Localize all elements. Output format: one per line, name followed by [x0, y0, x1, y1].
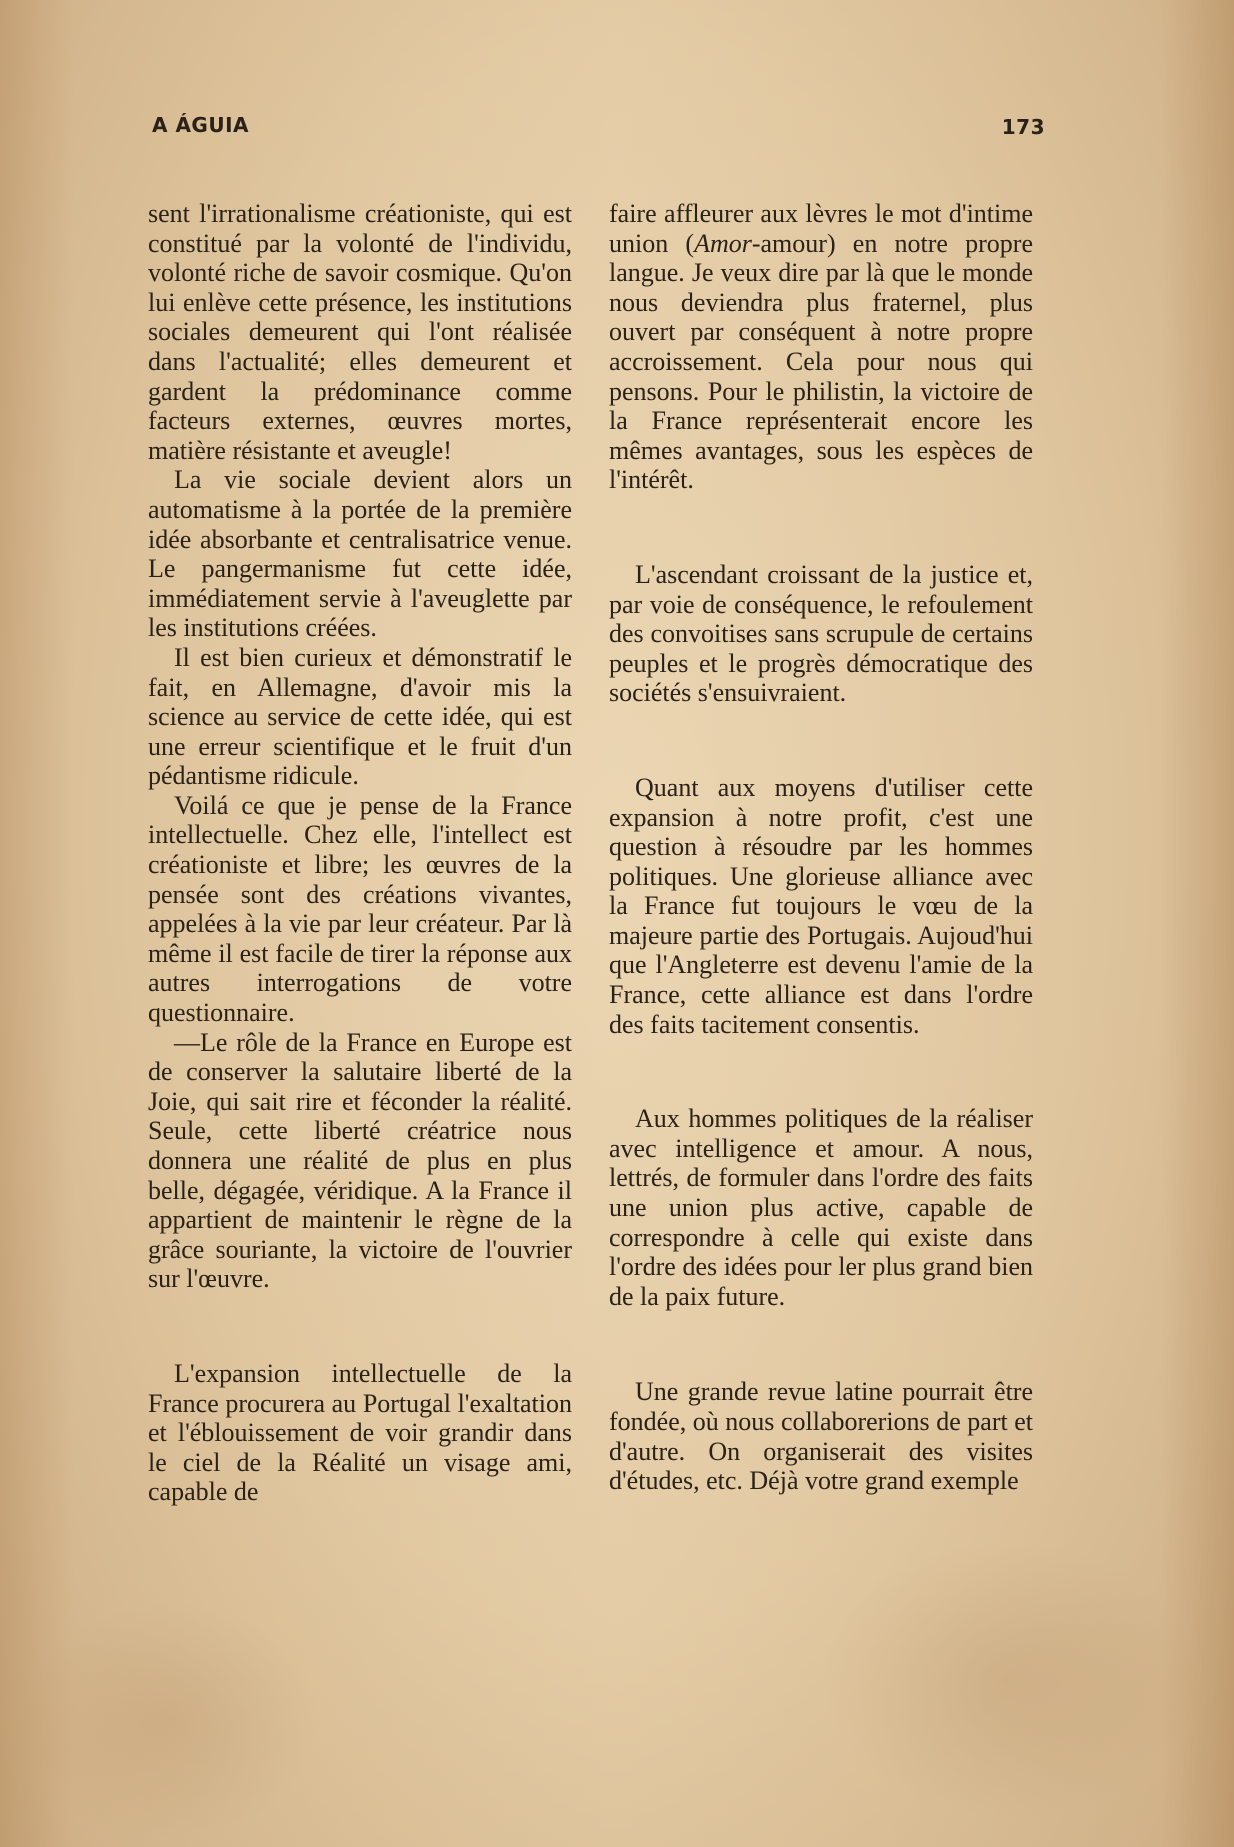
paragraph: La vie sociale devient alors un automatisme à la portée de la première idée absorbante et centralisatrice venue. Le pangermanisme fut cette idée, immédiatement servie à l'aveuglette par les institutions créées. [148, 465, 572, 643]
right-column [609, 199, 1033, 1496]
paper-stain [20, 1600, 320, 1840]
paragraph [609, 199, 1033, 495]
paragraph: Il est bien curieux et démonstratif le fait, en Allemagne, d'avoir mis la science au service de cette idée, qui est une erreur scientifique et le fruit d'un pédantisme ridicule. [148, 642, 572, 791]
paragraph: sent l'irrationalisme créationiste, qui est constitué par la volonté de l'individu, volonté riche de savoir cosmique. Qu'on lui enlève cette présence, les institutions sociales demeurent qui l'ont réalisée dans l'actualité; elles demeurent et gardent la prédominance comme facteurs externes, œuvres mortes, matière résistante et aveugle! [148, 199, 572, 465]
paragraph: Voilá ce que je pense de la France intellectuelle. Chez elle, l'intellect est créationiste et libre; les œuvres de la pensée sont des créations vivantes, appelées à la vie par leur créateur. Par là même il est facile de tirer la réponse aux autres interrogations de votre questionnaire. [148, 790, 572, 1028]
paragraph: Quant aux moyens d'utiliser cette expansion à notre profit, c'est une question à résoudre par les hommes politiques. Une glorieuse alliance avec la France fut toujours le vœu de la majeure partie des Portugais. Aujoud'hui que l'Angleterre est devenu l'amie de la France, cette alliance est dans l'ordre des faits tacitement consentis. [609, 772, 1033, 1039]
paper-stain [820, 1540, 1200, 1820]
paragraph: Aux hommes politiques de la réaliser avec intelligence et amour. A nous, lettrés, de formuler dans l'ordre des faits une union plus active, capable de correspondre à celle qui existe dans l'ordre des idées pour ler plus grand bien de la paix future. [609, 1104, 1033, 1311]
italic-word: Amor [694, 228, 752, 258]
paragraph: L'expansion intellectuelle de la France procurera au Portugal l'exaltation et l'éblouissement de voir grandir dans le ciel de la Réalité un visage ami, capable de [148, 1358, 572, 1507]
paragraph: Une grande revue latine pourrait être fondée, où nous collaborerions de part et d'autre. On organiserait des visites d'études, etc. Déjà votre grand exemple [609, 1377, 1033, 1496]
text-run: faire affleurer aux lèvres le mot d'intime union ( [609, 199, 1033, 258]
running-title: A ÁGUIA [152, 113, 249, 137]
page-header [152, 113, 1045, 143]
text-run: -amour) en notre propre langue. Je veux dire par là que le monde nous deviendra plus fraternel, plus ouvert par conséquent à notre propre accroissement. Cela pour nous qui pensons. Pour le philistin, la victoire de la France représenterait encore les mêmes avantages, sous les espèces de l'intérêt. [609, 228, 1033, 495]
page-number: 173 [1001, 115, 1045, 139]
paragraph: —Le rôle de la France en Europe est de conserver la salutaire liberté de la Joie, qui sait rire et féconder la réalité. Seule, cette liberté créatrice nous donnera une réalité de plus en plus belle, dégagée, véridique. A la France il appartient de maintenir le règne de la grâce souriante, la victoire de l'ouvrier sur l'œuvre. [148, 1027, 572, 1294]
paragraph: L'ascendant croissant de la justice et, par voie de conséquence, le refoulement des convoitises sans scrupule de certains peuples et le progrès démocratique des sociétés s'ensuivraient. [609, 559, 1033, 708]
left-column [148, 199, 572, 1507]
